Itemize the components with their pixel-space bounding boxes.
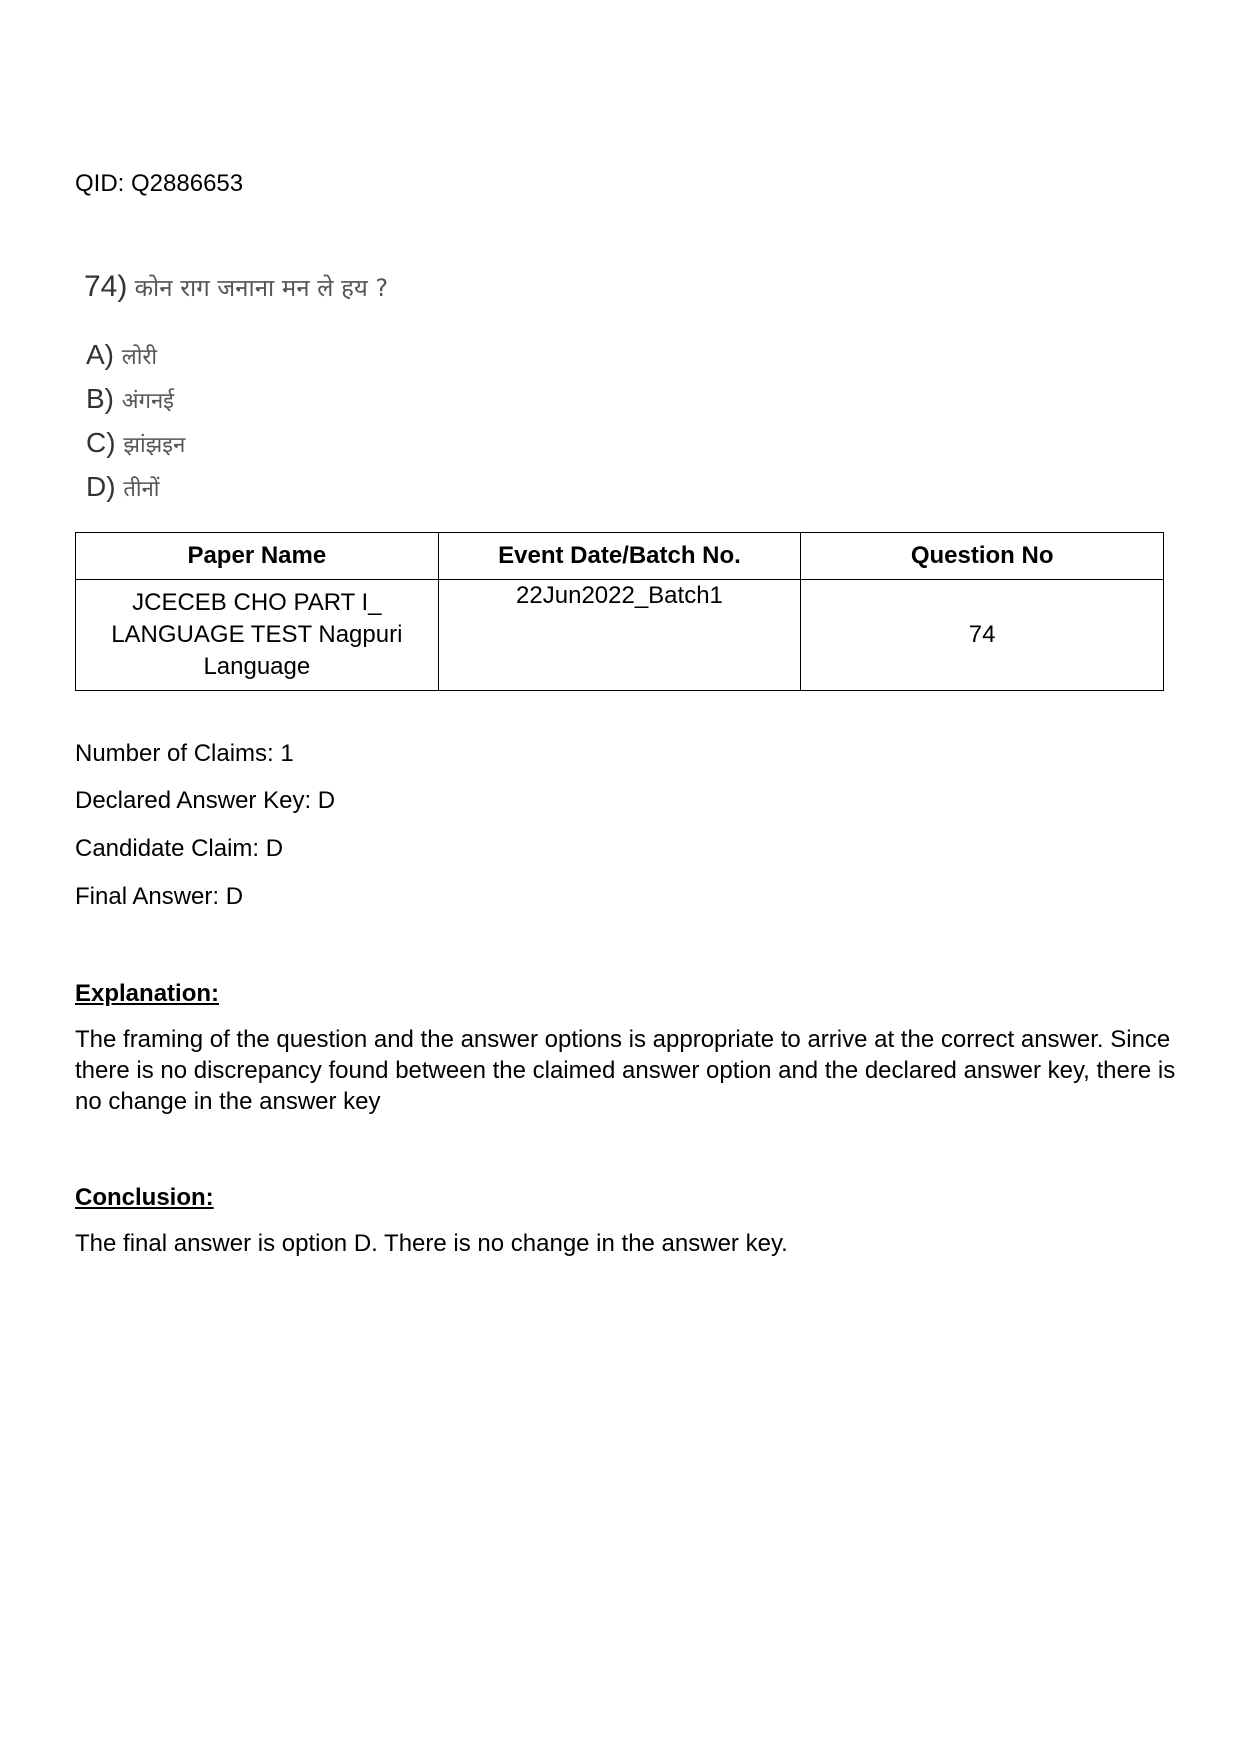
- table-header-row: [76, 533, 1164, 580]
- option-label: B): [86, 383, 114, 414]
- question-number: 74): [84, 270, 128, 303]
- option-c: [86, 421, 185, 465]
- option-text: तीनों: [123, 477, 160, 502]
- question: [84, 270, 388, 304]
- header-event-date: Event Date/Batch No.: [438, 533, 801, 580]
- candidate-claim: Candidate Claim: D: [75, 835, 284, 862]
- option-text: लोरी: [121, 345, 158, 370]
- option-label: D): [86, 471, 116, 502]
- paper-info-table: [75, 532, 1164, 691]
- table-row: [76, 580, 1164, 691]
- option-label: C): [86, 427, 116, 458]
- option-d: [86, 465, 185, 509]
- option-label: A): [86, 339, 114, 370]
- explanation-text: The framing of the question and the answer options is appropriate to arrive at the correct answer. Since there is no discrepancy found between the claimed answer option and the declared answer key, there is no change in the answer key: [75, 1026, 1176, 1115]
- final-answer: Final Answer: D: [75, 883, 244, 910]
- question-text: कोन राग जनाना मन ले हय ?: [134, 274, 389, 302]
- number-of-claims: Number of Claims: 1: [75, 740, 294, 767]
- option-text: अंगनई: [121, 389, 174, 414]
- answer-options: [86, 333, 185, 509]
- header-paper-name: Paper Name: [76, 533, 439, 580]
- explanation-heading: Explanation:: [75, 980, 220, 1007]
- cell-batch: 22Jun2022_Batch1: [438, 580, 801, 691]
- conclusion-heading: Conclusion:: [75, 1184, 214, 1211]
- cell-paper-name: JCECEB CHO PART I_ LANGUAGE TEST Nagpuri Language: [76, 580, 439, 691]
- option-a: [86, 333, 185, 377]
- option-text: झांझइन: [123, 433, 186, 458]
- option-b: [86, 377, 185, 421]
- cell-question-no: 74: [801, 580, 1164, 691]
- qid-label: QID: Q2886653: [75, 170, 244, 197]
- conclusion-text: The final answer is option D. There is no change in the answer key.: [75, 1230, 788, 1257]
- header-question-no: Question No: [801, 533, 1164, 580]
- declared-answer-key: Declared Answer Key: D: [75, 787, 336, 814]
